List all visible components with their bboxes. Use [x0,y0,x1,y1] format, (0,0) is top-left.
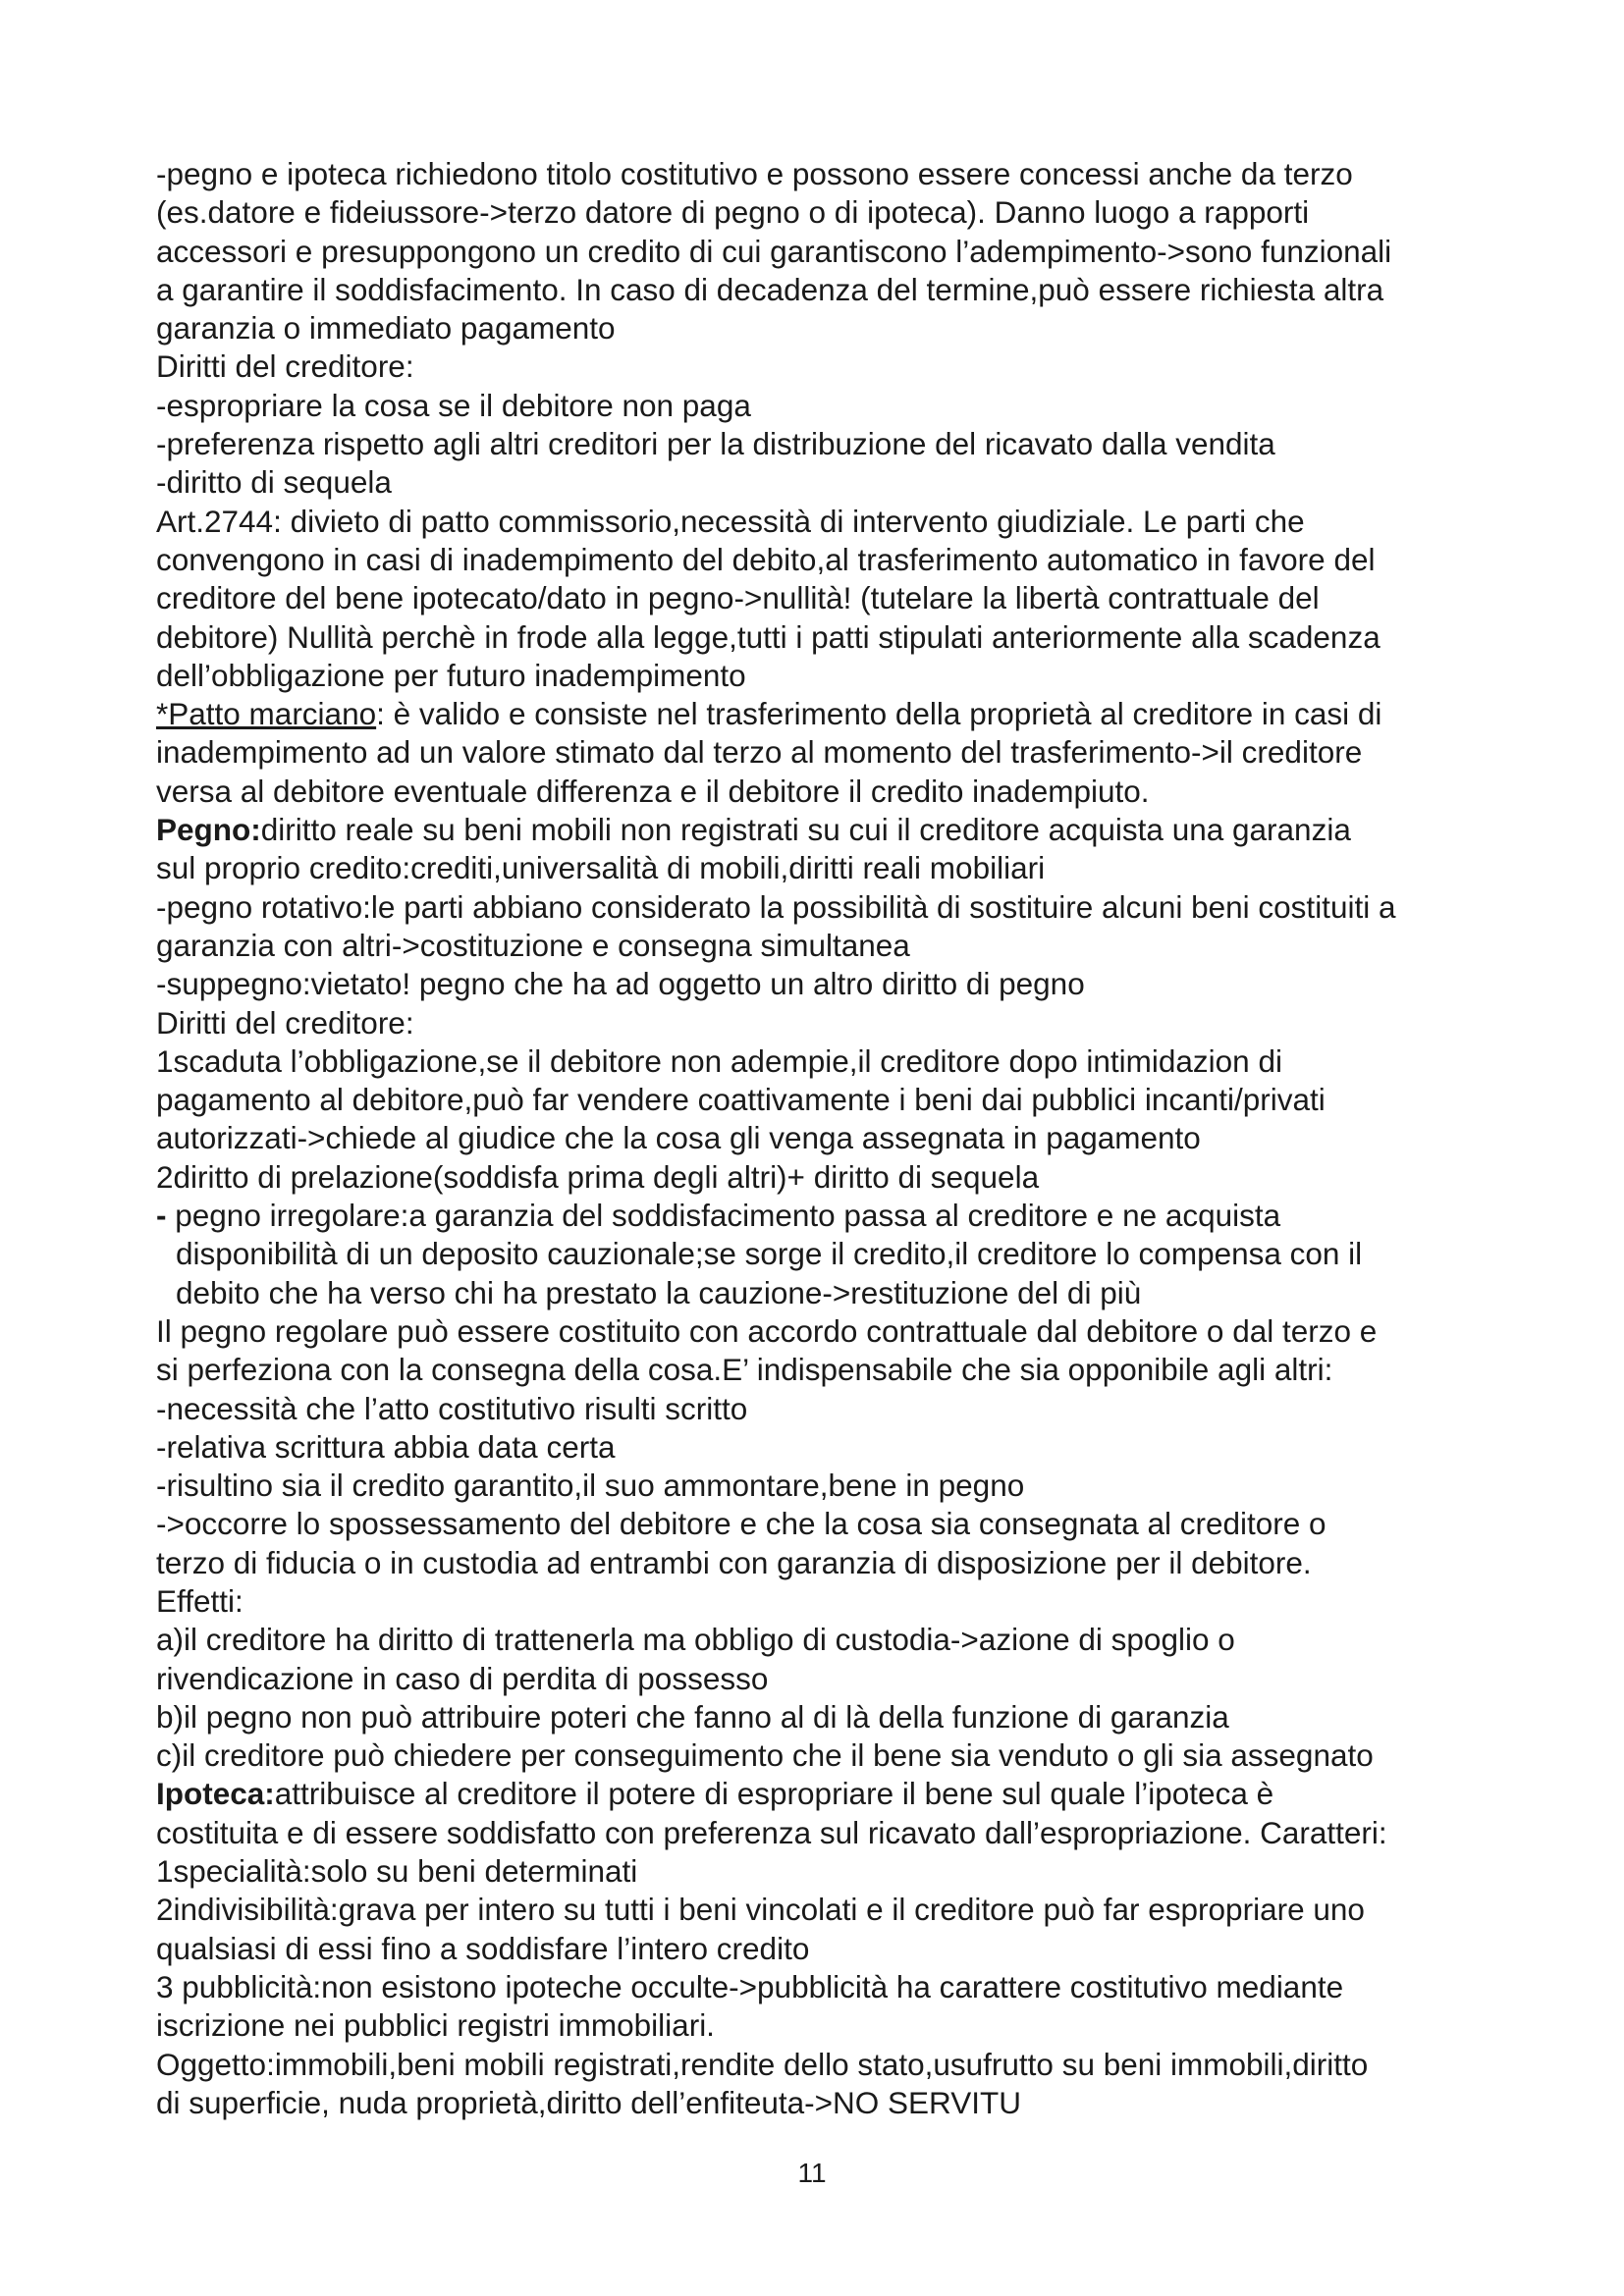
line-text: -preferenza rispetto agli altri creditori per la distribuzione del ricavato dalla vendita [156,426,1275,462]
text-line [156,1312,1531,1351]
line-text: Diritti del creditore: [156,348,414,385]
line-text: qualsiasi di essi fino a soddisfare l’intero credito [156,1930,810,1966]
bold-heading: Pegno: [156,812,261,848]
text-line [156,773,1531,811]
text-line [156,193,1531,232]
line-text: garanzia o immediato pagamento [156,310,616,347]
line-text: iscrizione nei pubblici registri immobiliari. [156,2007,715,2044]
line-text: si perfeziona con la consegna della cosa.E’ indispensabile che sia opponibile agli altri: [156,1352,1333,1388]
line-text: Il pegno regolare può essere costituito con accordo contrattuale dal debitore o dal terzo e [156,1312,1378,1349]
text-line [156,1467,1531,1505]
text-line [156,503,1531,541]
line-text: convengono in casi di inadempimento del debito,al trasferimento automatico in favore del [156,541,1376,577]
line-text: b)il pegno non può attribuire poteri che fanno al di là della funzione di garanzia [156,1698,1229,1735]
text-line [156,1660,1531,1698]
text-line [156,1775,1531,1813]
text-line [156,733,1531,772]
text-line [156,463,1531,502]
text-line [156,2006,1531,2045]
line-text: sul proprio credito:crediti,universalità di mobili,diritti reali mobiliari [156,850,1046,886]
text-line [156,1119,1531,1157]
text-line [156,1852,1531,1891]
text-line [156,849,1531,887]
document-body [156,155,1531,2122]
line-text: versa al debitore eventuale differenza e il debitore il credito inadempiuto. [156,773,1150,809]
text-line [156,1930,1531,1968]
line-text: -risultino sia il credito garantito,il suo ammontare,bene in pegno [156,1468,1025,1504]
line-text: inadempimento ad un valore stimato dal terzo al momento del trasferimento->il creditore [156,734,1363,771]
text-line [156,1428,1531,1467]
text-line [156,811,1531,849]
line-text: a)il creditore ha diritto di trattenerla ma obbligo di custodia->azione di spoglio o [156,1622,1235,1658]
line-text: rivendicazione in caso di perdita di possesso [156,1660,769,1696]
text-line [156,1814,1531,1852]
text-line [156,1158,1531,1197]
line-text: (es.datore e fideiussore->terzo datore di pegno o di ipoteca). Danno luogo a rapporti [156,194,1310,231]
line-text: : è valido e consiste nel trasferimento della proprietà al creditore in casi di [376,696,1382,732]
line-text: costituita e di essere soddisfatto con preferenza sul ricavato dall’espropriazione. Caratteri: [156,1814,1387,1850]
bold-heading: Ipoteca: [156,1776,275,1812]
line-text: dell’obbligazione per futuro inadempimento [156,657,746,693]
text-line [156,1235,1531,1273]
text-line [156,155,1531,193]
line-text: 1scaduta l’obbligazione,se il debitore non adempie,il creditore dopo intimidazion di [156,1042,1282,1079]
text-line [156,965,1531,1003]
line-text: -espropriare la cosa se il debitore non paga [156,387,751,423]
text-line [156,1004,1531,1042]
line-text: c)il creditore può chiedere per conseguimento che il bene sia venduto o gli sia assegnato [156,1737,1374,1774]
text-line [156,1891,1531,1929]
text-line [156,1351,1531,1389]
bold-heading: - [156,1198,176,1234]
text-line [156,2084,1531,2122]
line-text: accessori e presuppongono un credito di cui garantiscono l’adempimento->sono funzionali [156,233,1392,269]
text-line [156,579,1531,617]
line-text: autorizzati->chiede al giudice che la cosa gli venga assegnata in pagamento [156,1120,1201,1156]
page-number: 11 [797,2158,827,2188]
text-line [156,271,1531,309]
line-text: creditore del bene ipotecato/dato in pegno->nullità! (tutelare la libertà contrattuale del [156,580,1320,616]
text-line [156,1081,1531,1119]
line-text: diritto reale su beni mobili non registrati su cui il creditore acquista una garanzia [260,812,1351,848]
text-line [156,618,1531,657]
line-text: garanzia con altri->costituzione e consegna simultanea [156,927,910,963]
text-line [156,1621,1531,1659]
line-text: -necessità che l’atto costitutivo risulti scritto [156,1390,748,1426]
text-line [156,1505,1531,1543]
line-text: ->occorre lo spossessamento del debitore e che la cosa sia consegnata al creditore o [156,1506,1326,1542]
text-line [156,1042,1531,1081]
text-line [156,1968,1531,2006]
text-line [156,1582,1531,1621]
text-line [156,1197,1531,1235]
text-line [156,425,1531,463]
text-line [156,1274,1531,1312]
line-text: 2indivisibilità:grava per intero su tutti i beni vincolati e il creditore può far espropriare uno [156,1892,1365,1928]
line-text: -relativa scrittura abbia data certa [156,1428,616,1465]
line-text: terzo di fiducia o in custodia ad entrambi con garanzia di disposizione per il debitore. [156,1544,1312,1580]
text-line [156,1736,1531,1775]
line-text: a garantire il soddisfacimento. In caso di decadenza del termine,può essere richiesta altra [156,271,1384,307]
text-line [156,657,1531,695]
text-line [156,695,1531,733]
line-text: 1specialità:solo su beni determinati [156,1853,638,1890]
text-line [156,347,1531,386]
text-line [156,927,1531,965]
line-text: Effetti: [156,1582,244,1619]
line-text: 3 pubblicità:non esistono ipoteche occulte->pubblicità ha carattere costitutivo mediante [156,1968,1344,2004]
text-line [156,233,1531,271]
text-line [156,1544,1531,1582]
underlined-term: *Patto marciano [156,696,377,732]
text-line [156,1390,1531,1428]
text-line [156,387,1531,425]
line-text: Diritti del creditore: [156,1004,414,1041]
line-text: -suppegno:vietato! pegno che ha ad oggetto un altro diritto di pegno [156,966,1085,1002]
line-text: -pegno e ipoteca richiedono titolo costitutivo e possono essere concessi anche da terzo [156,156,1353,191]
text-line [156,541,1531,579]
text-line [156,2046,1531,2084]
line-text: pagamento al debitore,può far vendere coattivamente i beni dai pubblici incanti/privati [156,1082,1326,1118]
text-line [156,309,1531,347]
line-text: Art.2744: divieto di patto commissorio,necessità di intervento giudiziale. Le parti che [156,503,1305,539]
line-text: debito che ha verso chi ha prestato la cauzione->restituzione del di più [176,1274,1142,1310]
line-text: -diritto di sequela [156,464,392,501]
line-text: pegno irregolare:a garanzia del soddisfacimento passa al creditore e ne acquista [175,1198,1281,1234]
text-line [156,1698,1531,1736]
line-text: disponibilità di un deposito cauzionale;se sorge il credito,il creditore lo compensa con il [176,1236,1363,1272]
text-line [156,888,1531,927]
line-text: debitore) Nullità perchè in frode alla legge,tutti i patti stipulati anteriormente alla scadenza [156,618,1380,655]
line-text: -pegno rotativo:le parti abbiano considerato la possibilità di sostituire alcuni beni costituiti a [156,888,1396,925]
line-text: di superficie, nuda proprietà,diritto dell’enfiteuta->NO SERVITU [156,2084,1021,2120]
line-text: Oggetto:immobili,beni mobili registrati,rendite dello stato,usufrutto su beni immobili,diritto [156,2046,1369,2082]
line-text: attribuisce al creditore il potere di espropriare il bene sul quale l’ipoteca è [274,1776,1274,1812]
line-text: 2diritto di prelazione(soddisfa prima degli altri)+ diritto di sequela [156,1158,1040,1195]
